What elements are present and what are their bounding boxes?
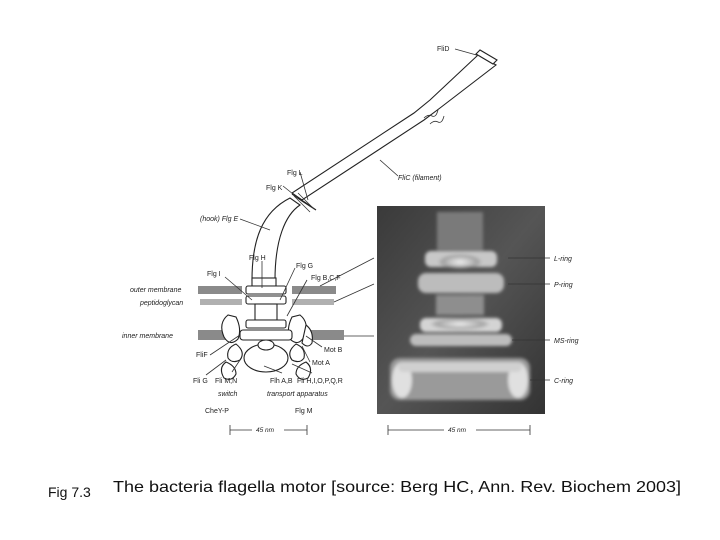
caption-fig-number: Fig 7.3	[48, 484, 91, 500]
scale-right-label: 45 nm	[448, 427, 467, 434]
label-motb: Mot B	[324, 347, 343, 354]
label-peptidoglycan: peptidoglycan	[140, 300, 184, 307]
label-l-ring: L-ring	[554, 256, 572, 263]
label-flgi: Flg I	[207, 271, 221, 278]
peptidoglycan-right	[292, 299, 334, 305]
label-flgh: Flg H	[249, 255, 266, 262]
caption-text: The bacteria flagella motor [source: Berg HC, Ann. Rev. Biochem 2003]	[113, 479, 681, 496]
outer-membrane-right	[292, 286, 336, 294]
figure-caption	[48, 479, 681, 500]
label-flihiopqr: Fli H,I,O,P,Q,R	[297, 378, 343, 385]
label-p-ring: P-ring	[554, 282, 573, 289]
label-flic: FliC (filament)	[398, 175, 442, 182]
label-hook-flge: (hook) Flg E	[200, 216, 239, 223]
label-ms-ring: MS-ring	[554, 338, 579, 345]
peptidoglycan-left	[200, 299, 242, 305]
em-labels	[554, 256, 579, 385]
label-flig: Fli G	[193, 378, 208, 385]
label-transport-apparatus: transport apparatus	[267, 391, 328, 398]
scale-bar-left	[230, 424, 307, 435]
label-flgl: Flg L	[287, 170, 303, 177]
hook	[252, 198, 300, 280]
label-flgm: Flg M	[295, 408, 313, 415]
label-flid: FliD	[437, 46, 450, 53]
label-flhab: Flh A,B	[270, 378, 293, 385]
label-c-ring: C-ring	[554, 378, 574, 385]
label-flimn: Fli M,N	[215, 378, 238, 385]
label-mota: Mot A	[312, 360, 330, 367]
rod-and-rings	[246, 278, 286, 328]
label-flgg: Flg G	[296, 263, 314, 270]
label-flif: FliF	[196, 352, 208, 359]
label-chey-p: CheY-P	[205, 408, 229, 415]
label-switch: switch	[218, 391, 238, 398]
label-flgk: Flg K	[266, 185, 283, 192]
outer-membrane-left	[198, 286, 242, 294]
label-flgbcf: Flg B,C,F	[311, 275, 341, 282]
label-outer-membrane: outer membrane	[130, 287, 182, 294]
filament	[292, 50, 497, 200]
label-inner-membrane: inner membrane	[122, 333, 173, 340]
scale-bar-right	[388, 424, 530, 435]
em-reconstruction	[320, 206, 579, 435]
scale-left-label: 45 nm	[256, 427, 275, 434]
